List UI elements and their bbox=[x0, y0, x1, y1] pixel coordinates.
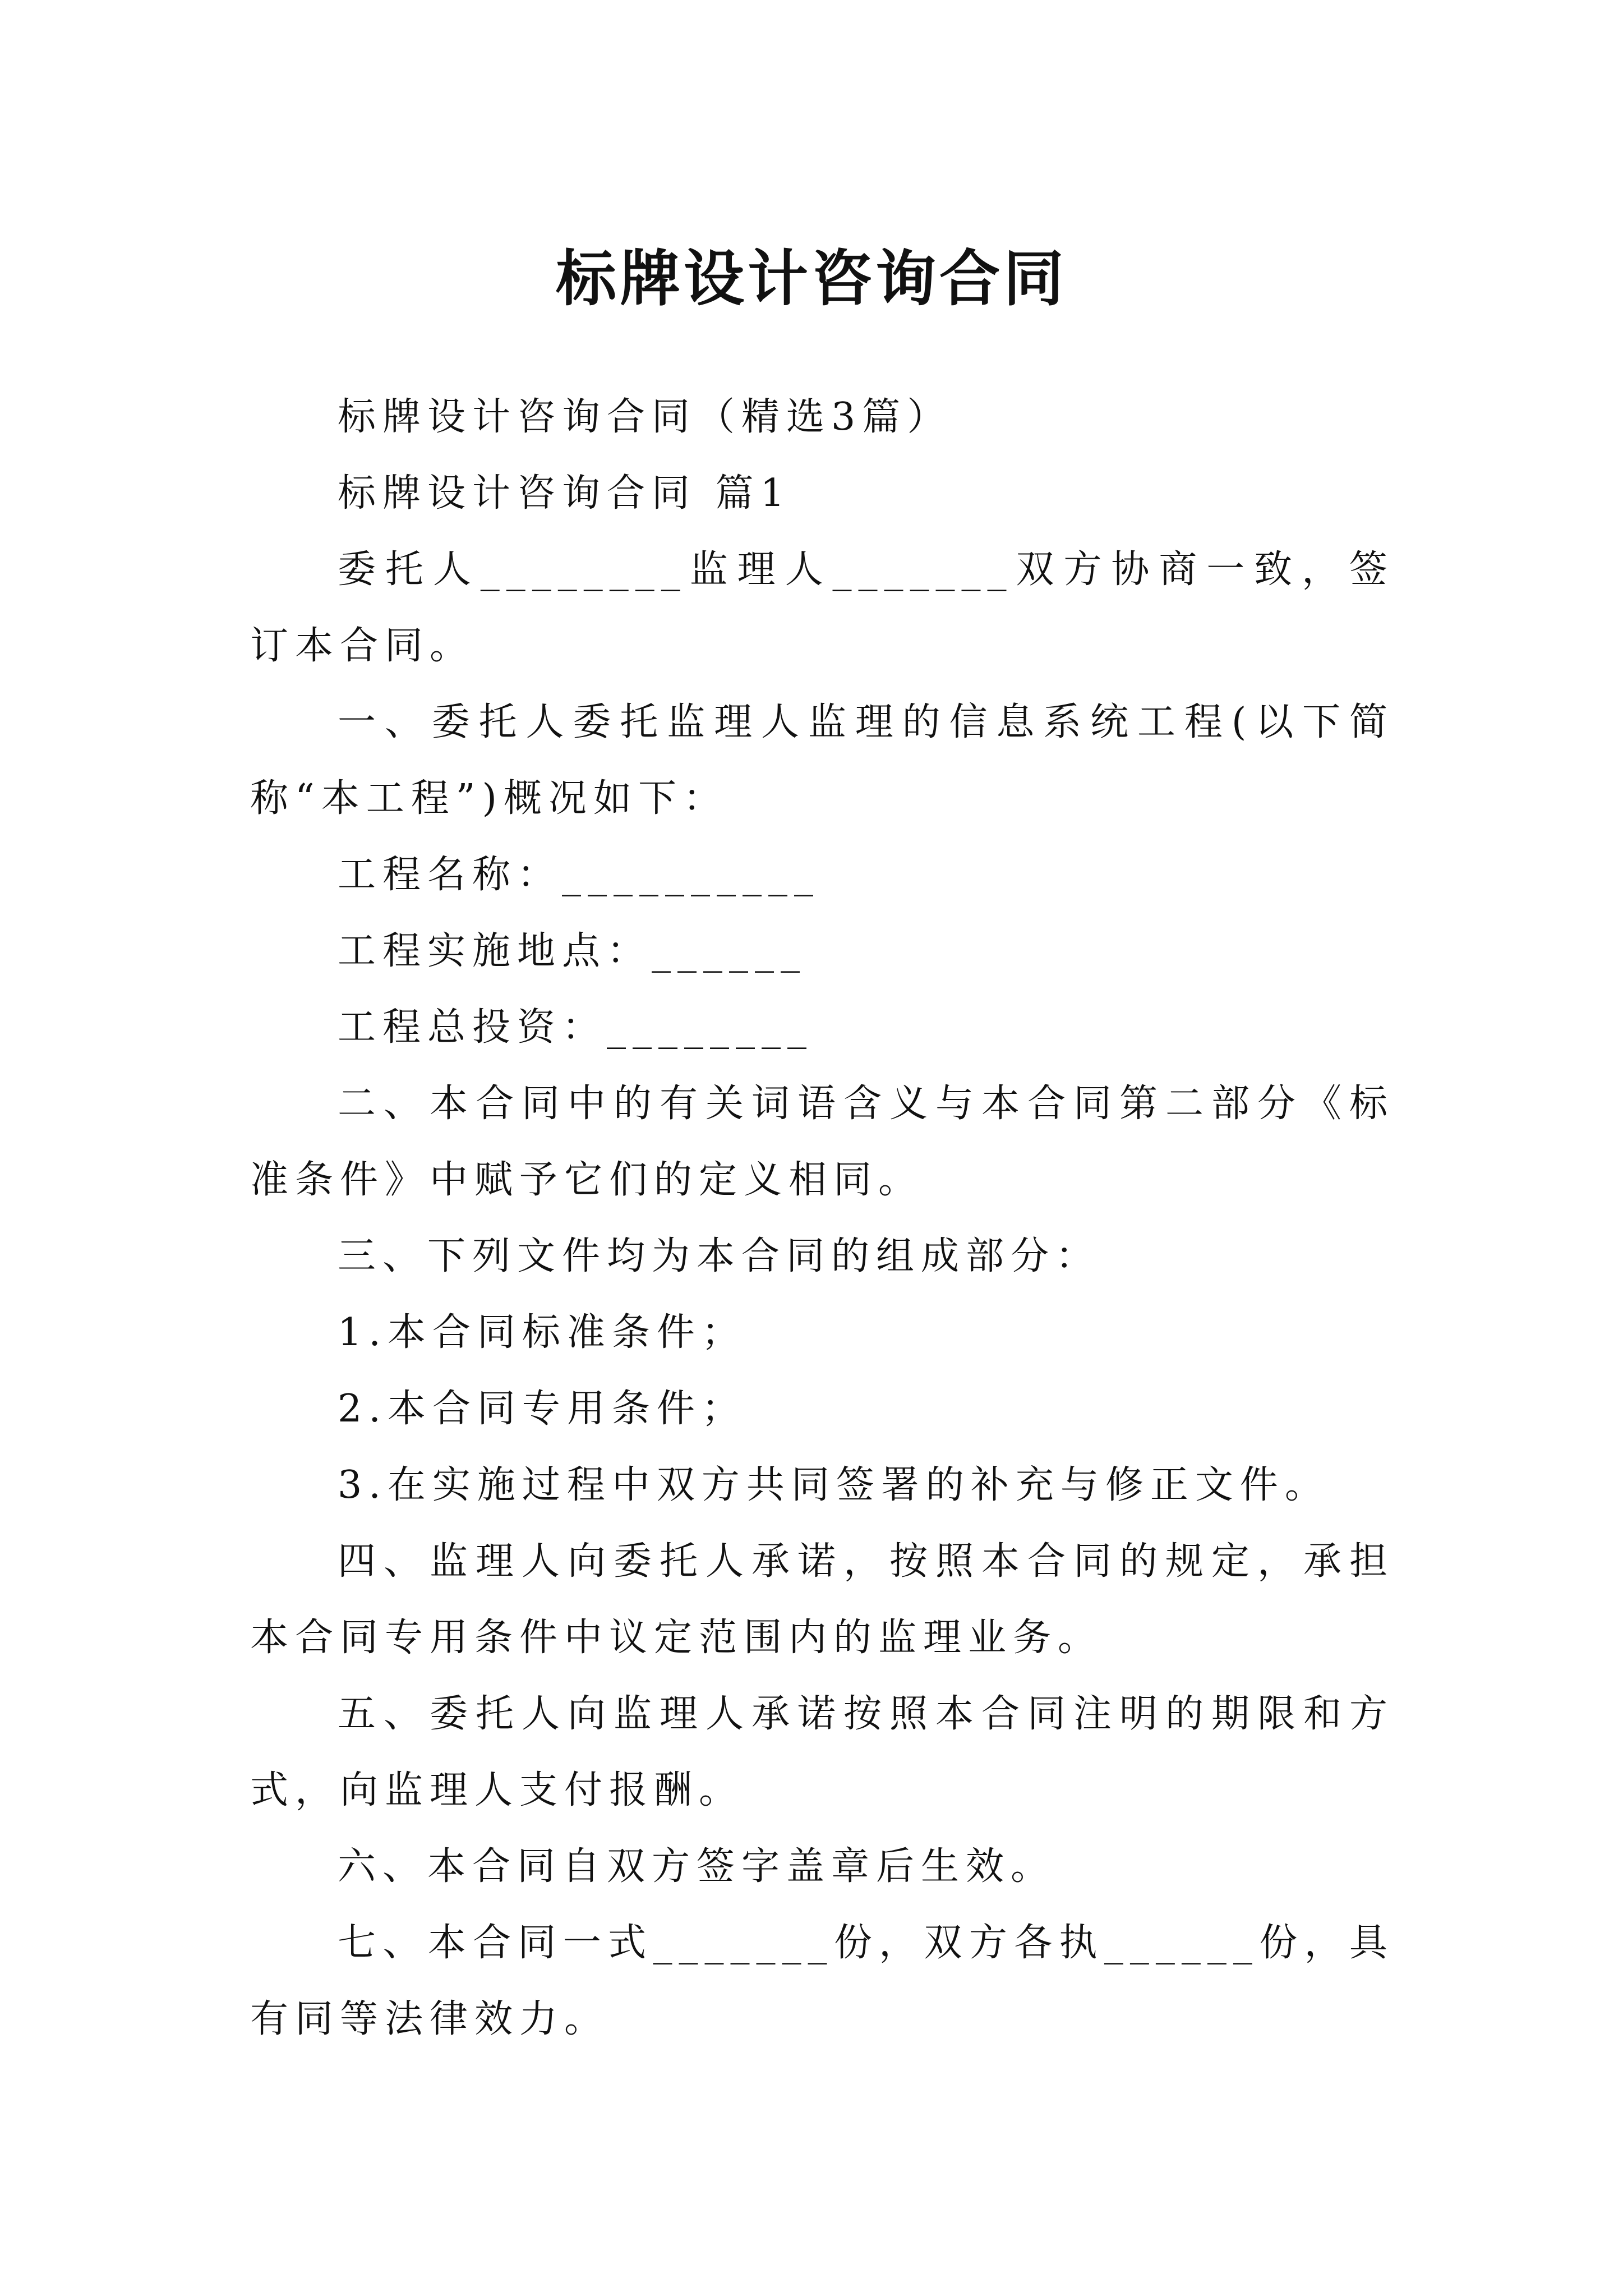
paragraph-item-2: 2.本合同专用条件； bbox=[338, 1387, 746, 1431]
paragraph-clause-2: 二、本合同中的有关词语含义与本合同第二部分《标准条件》中赋予它们的定义相同。 bbox=[250, 1082, 1394, 1202]
document-title: 标牌设计咨询合同 bbox=[555, 243, 1067, 315]
paragraph-project-investment: 工程总投资：________ bbox=[338, 1005, 814, 1050]
paragraph-clause-3: 三、下列文件均为本合同的组成部分： bbox=[338, 1234, 1101, 1278]
paragraph-project-location: 工程实施地点：______ bbox=[338, 929, 807, 973]
paragraph-project-name: 工程名称：__________ bbox=[338, 853, 820, 897]
paragraph-clause-4: 四、监理人向委托人承诺，按照本合同的规定，承担本合同专用条件中议定范围内的监理业务。 bbox=[250, 1539, 1394, 1660]
paragraph-item-1: 1.本合同标准条件； bbox=[338, 1310, 746, 1355]
paragraph-subtitle: 标牌设计咨询合同（精选3篇） bbox=[338, 395, 952, 439]
paragraph-clause-1: 一、委托人委托监理人监理的信息系统工程(以下简称“本工程”)概况如下： bbox=[250, 700, 1394, 821]
paragraph-clause-7: 七、本合同一式_______份，双方各执______份，具有同等法律效力。 bbox=[250, 1921, 1394, 2041]
paragraph-section-heading: 标牌设计咨询合同 篇1 bbox=[338, 471, 791, 516]
paragraph-clause-6: 六、本合同自双方签字盖章后生效。 bbox=[338, 1844, 1056, 1889]
paragraph-clause-5: 五、委托人向监理人承诺按照本合同注明的期限和方式，向监理人支付报酬。 bbox=[250, 1692, 1394, 1812]
document-body bbox=[250, 379, 1394, 2058]
paragraph-item-3: 3.在实施过程中双方共同签署的补充与修正文件。 bbox=[338, 1463, 1330, 1507]
paragraph-parties: 委托人________监理人_______双方协商一致，签订本合同。 bbox=[250, 547, 1394, 668]
